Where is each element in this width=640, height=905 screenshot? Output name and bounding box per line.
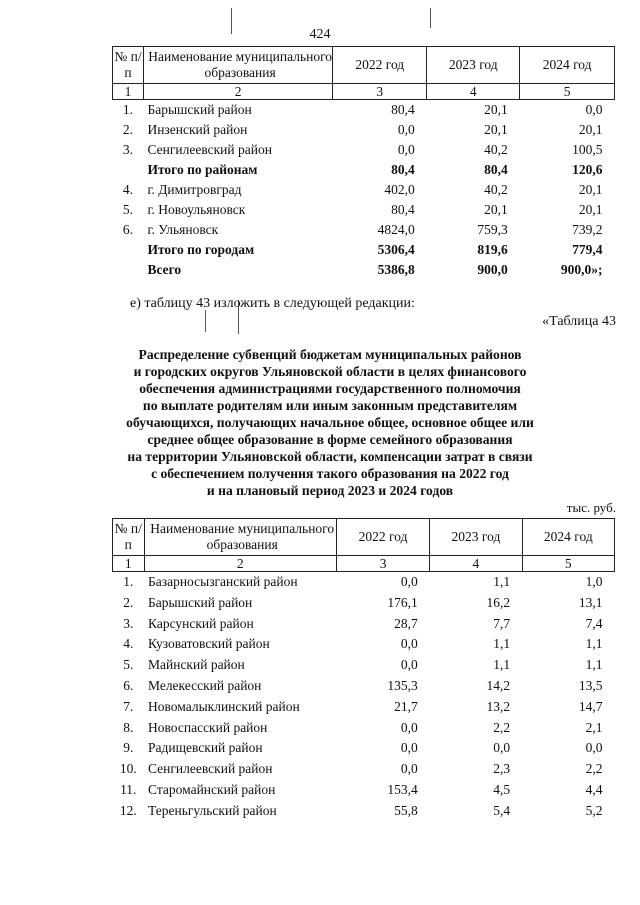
value-2022: 5306,4 xyxy=(377,242,415,257)
scan-mark xyxy=(205,310,206,332)
value-2022: 0,0 xyxy=(400,574,418,589)
index-cell: 4 xyxy=(427,84,520,100)
row-number: 10. xyxy=(119,761,137,777)
table-row xyxy=(113,655,615,676)
value-2022: 80,4 xyxy=(391,162,415,177)
row-name: Радищевский район xyxy=(148,740,263,756)
value-2023: 20,1 xyxy=(484,122,508,137)
row-name: Инзенский район xyxy=(147,122,248,137)
value-2022: 28,7 xyxy=(394,615,418,631)
row-number xyxy=(113,240,144,260)
table-row xyxy=(113,220,615,240)
title-line: среднее общее образование в форме семейного образования xyxy=(147,432,513,447)
table-title xyxy=(100,346,560,499)
value-2024: 1,1 xyxy=(585,657,603,673)
title-line: обучающихся, получающих начальное общее, основное общее или xyxy=(126,415,534,430)
table-row xyxy=(113,614,615,635)
row-name: Сенгилеевский район xyxy=(148,761,273,777)
index-cell: 2 xyxy=(144,556,336,572)
title-line: на территории Ульяновской области, компенсации затрат в связи xyxy=(127,449,533,464)
value-2023: 4,5 xyxy=(493,781,511,797)
row-name: Итого по районам xyxy=(147,162,258,177)
header-year-2024: 2024 год xyxy=(522,519,614,556)
table-index-row xyxy=(113,84,615,100)
value-2022: 135,3 xyxy=(387,677,418,693)
value-2023: 1,1 xyxy=(493,574,511,589)
table-row xyxy=(113,140,615,160)
title-line: и городских округов Ульяновской области в целях финансового xyxy=(133,364,527,379)
table-row xyxy=(113,780,615,801)
table-total-row xyxy=(113,260,615,280)
table-row xyxy=(113,200,615,220)
value-2023: 40,2 xyxy=(484,142,508,157)
table-row xyxy=(113,801,615,822)
row-number: 1. xyxy=(122,102,134,117)
value-2023: 16,2 xyxy=(486,594,511,610)
value-2023: 14,2 xyxy=(486,677,511,693)
value-2022: 55,8 xyxy=(394,802,418,818)
header-num: № п/п xyxy=(113,519,145,556)
index-cell: 4 xyxy=(430,556,522,572)
value-2024: 1,1 xyxy=(585,636,603,652)
title-line: с обеспечением получения такого образования на 2022 год xyxy=(151,466,509,481)
row-name: г. Ульяновск xyxy=(147,222,219,237)
value-2024: 739,2 xyxy=(572,222,603,237)
row-name: Тереньгульский район xyxy=(148,802,277,818)
value-2022: 0,0 xyxy=(397,142,415,157)
row-number xyxy=(113,260,144,280)
row-name: Сенгилеевский район xyxy=(147,142,272,157)
value-2022: 402,0 xyxy=(384,182,415,197)
units-label: тыс. руб. xyxy=(566,500,616,515)
value-2024: 7,4 xyxy=(585,615,603,631)
value-2023: 2,3 xyxy=(493,761,511,777)
row-number: 3. xyxy=(123,615,134,631)
table-header-row xyxy=(113,47,615,84)
row-name: Итого по городам xyxy=(147,242,255,257)
value-2024: 900,0»; xyxy=(560,262,603,277)
table-row xyxy=(113,634,615,655)
table-row xyxy=(113,718,615,739)
header-year-2024: 2024 год xyxy=(520,47,615,84)
value-2023: 0,0 xyxy=(493,740,511,756)
value-2022: 80,4 xyxy=(391,202,415,217)
title-line: Распределение субвенций бюджетам муниципальных районов xyxy=(138,347,522,362)
value-2023: 5,4 xyxy=(493,802,511,818)
value-2023: 1,1 xyxy=(493,657,511,673)
row-name: Барышский район xyxy=(148,594,253,610)
row-number: 11. xyxy=(120,781,137,797)
value-2023: 20,1 xyxy=(484,202,508,217)
value-2022: 0,0 xyxy=(400,657,418,673)
title-line: по выплате родителям или иным законным представителям xyxy=(142,398,518,413)
header-year-2023: 2023 год xyxy=(427,47,520,84)
title-line: обеспечения администрациями государственного полномочия xyxy=(139,381,521,396)
value-2023: 1,1 xyxy=(493,636,511,652)
table-total-row xyxy=(113,240,615,260)
value-2022: 0,0 xyxy=(397,122,415,137)
value-2024: 0,0 xyxy=(585,102,603,117)
row-number: 12. xyxy=(119,802,137,818)
row-name: г. Димитровград xyxy=(147,182,242,197)
value-2024: 100,5 xyxy=(572,142,603,157)
value-2023: 13,2 xyxy=(486,698,511,714)
value-2024: 2,1 xyxy=(585,719,603,735)
row-number: 7. xyxy=(123,698,134,714)
index-cell: 1 xyxy=(113,84,144,100)
value-2024: 20,1 xyxy=(578,182,603,197)
value-2024: 13,1 xyxy=(578,594,603,610)
header-name: Наименование муниципального образования xyxy=(144,519,336,556)
row-number: 4. xyxy=(123,636,134,652)
value-2024: 120,6 xyxy=(572,162,603,177)
value-2023: 7,7 xyxy=(493,615,511,631)
value-2024: 20,1 xyxy=(578,202,603,217)
header-year-2022: 2022 год xyxy=(336,519,429,556)
table-row xyxy=(113,697,615,718)
value-2023: 80,4 xyxy=(484,162,508,177)
index-cell: 3 xyxy=(333,84,427,100)
value-2022: 4824,0 xyxy=(377,222,415,237)
index-cell: 5 xyxy=(520,84,615,100)
row-name: Старомайнский район xyxy=(148,781,276,797)
value-2022: 0,0 xyxy=(400,740,418,756)
value-2023: 819,6 xyxy=(477,242,508,257)
value-2022: 5386,8 xyxy=(377,262,415,277)
row-number: 9. xyxy=(123,740,134,756)
table-continuation xyxy=(112,46,615,280)
row-number: 2. xyxy=(122,122,134,137)
row-number: 6. xyxy=(122,222,134,237)
row-name: Всего xyxy=(147,262,182,277)
table-index-row xyxy=(113,556,615,572)
row-name: Кузоватовский район xyxy=(148,636,270,652)
index-cell: 2 xyxy=(143,84,332,100)
row-name: Майнский район xyxy=(148,657,245,673)
row-name: Базарносызганский район xyxy=(148,574,298,589)
row-number: 1. xyxy=(123,574,134,589)
amendment-note: е) таблицу 43 изложить в следующей редакции: xyxy=(130,296,415,311)
table-43 xyxy=(112,518,615,822)
row-number: 2. xyxy=(123,594,134,610)
row-number: 6. xyxy=(123,677,134,693)
table-total-row xyxy=(113,160,615,180)
header-year-2022: 2022 год xyxy=(333,47,427,84)
scan-mark xyxy=(430,8,431,28)
table-row xyxy=(113,759,615,780)
table-row xyxy=(113,120,615,140)
value-2023: 2,2 xyxy=(493,719,511,735)
row-name: Карсунский район xyxy=(148,615,254,631)
value-2024: 779,4 xyxy=(572,242,603,257)
table-row xyxy=(113,572,615,593)
header-name: Наименование муниципального образования xyxy=(143,47,332,84)
row-number: 3. xyxy=(122,142,134,157)
value-2022: 80,4 xyxy=(391,102,415,117)
value-2023: 40,2 xyxy=(484,182,508,197)
row-name: г. Новоульяновск xyxy=(147,202,246,217)
row-number xyxy=(113,160,144,180)
table-header-row xyxy=(113,519,615,556)
row-name: Мелекесский район xyxy=(148,677,262,693)
table-row xyxy=(113,180,615,200)
value-2024: 14,7 xyxy=(578,698,603,714)
row-number: 8. xyxy=(123,719,134,735)
table-row xyxy=(113,676,615,697)
value-2024: 0,0 xyxy=(585,740,603,756)
value-2022: 0,0 xyxy=(400,719,418,735)
row-number: 4. xyxy=(122,182,134,197)
value-2024: 2,2 xyxy=(585,761,603,777)
value-2024: 4,4 xyxy=(585,781,603,797)
value-2023: 759,3 xyxy=(477,222,508,237)
page-number: 424 xyxy=(309,27,331,42)
value-2022: 0,0 xyxy=(400,761,418,777)
index-cell: 3 xyxy=(336,556,429,572)
row-number: 5. xyxy=(122,202,134,217)
value-2022: 176,1 xyxy=(387,594,418,610)
row-name: Новомалыклинский район xyxy=(148,698,300,714)
value-2024: 20,1 xyxy=(578,122,603,137)
row-name: Новоспасский район xyxy=(148,719,268,735)
header-year-2023: 2023 год xyxy=(430,519,522,556)
value-2022: 21,7 xyxy=(394,698,418,714)
value-2023: 900,0 xyxy=(477,262,508,277)
value-2024: 5,2 xyxy=(585,802,603,818)
row-number: 5. xyxy=(123,657,134,673)
value-2023: 20,1 xyxy=(484,102,508,117)
table-row xyxy=(113,593,615,614)
index-cell: 1 xyxy=(113,556,145,572)
index-cell: 5 xyxy=(522,556,614,572)
table-row xyxy=(113,738,615,759)
value-2024: 13,5 xyxy=(578,677,603,693)
row-name: Барышский район xyxy=(147,102,252,117)
value-2022: 0,0 xyxy=(400,636,418,652)
title-line: и на плановый период 2023 и 2024 годов xyxy=(206,483,454,498)
table-reference: «Таблица 43 xyxy=(542,314,616,329)
value-2022: 153,4 xyxy=(387,781,418,797)
value-2024: 1,0 xyxy=(585,574,603,589)
table-row xyxy=(113,100,615,121)
header-num: № п/п xyxy=(113,47,144,84)
